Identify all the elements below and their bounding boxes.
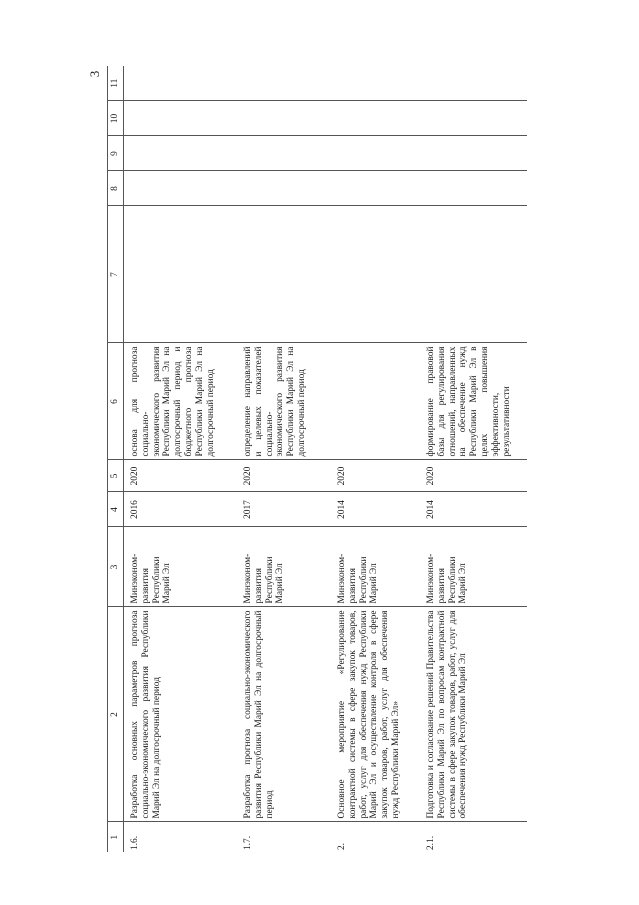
empty-cell — [124, 171, 238, 206]
empty-cell — [420, 101, 527, 136]
header-cell: 1 — [108, 822, 124, 852]
executor: Минэконом- развития Республики Марий Эл — [331, 527, 420, 607]
empty-cell — [331, 171, 420, 206]
activities-table — [107, 66, 527, 852]
start-year: 2017 — [237, 492, 331, 527]
activity-name: Разработка основных параметров прогноза социально-экономического развития Республики Марий Эл на долгосрочный период — [124, 607, 238, 822]
empty-cell — [237, 66, 331, 101]
row-number: 2.1. — [426, 835, 436, 850]
end-year: 2020 — [124, 460, 238, 492]
expected-result: формирование правовой базы для регулирования отношений, направленных на обеспечение нужд Республики Марий Эл в целях повышения эффективности, результативности — [420, 343, 527, 460]
executor: Минэконом- развития Республики Марий Эл — [237, 527, 331, 607]
expected-result: основа для прогноза социально- экономического развития Республики Марий Эл на долгосрочный период и бюджетного прогноза Республики Марий Эл на долгосрочный период — [124, 343, 238, 460]
empty-cell — [420, 171, 527, 206]
expected-result — [331, 343, 420, 460]
row-number: 1.6. — [130, 835, 140, 850]
empty-cell — [331, 206, 420, 343]
empty-cell — [124, 136, 238, 171]
row-number: 2. — [337, 842, 347, 850]
empty-cell — [420, 206, 527, 343]
header-cell: 6 — [108, 343, 124, 460]
header-cell: 3 — [108, 527, 124, 607]
end-year: 2020 — [237, 460, 331, 492]
header-cell: 10 — [108, 101, 124, 136]
header-cell: 9 — [108, 136, 124, 171]
executor: Минэконом- развития Республики Марий Эл — [420, 527, 527, 607]
header-cell: 4 — [108, 492, 124, 527]
end-year: 2020 — [331, 460, 420, 492]
page-number: 3 — [87, 70, 102, 78]
table-row — [420, 66, 527, 852]
header-cell: 5 — [108, 460, 124, 492]
expected-result: определение направлений и целевых показателей социально- экономического развития Республики Марий Эл на долгосрочный период — [237, 343, 331, 460]
empty-cell — [237, 206, 331, 343]
end-year: 2020 — [420, 460, 527, 492]
table-row — [331, 66, 420, 852]
empty-cell — [237, 136, 331, 171]
header-cell: 7 — [108, 206, 124, 343]
start-year: 2014 — [331, 492, 420, 527]
empty-cell — [237, 101, 331, 136]
rotated-sheet — [107, 32, 627, 852]
activity-name: Основное мероприятие «Регулирование контрактной системы в сфере закупок товаров, работ, услуг для обеспечения нужд Республики Марий Эл и осуществление контроля в сфере закупок товаров, работ, услуг для обеспечения нужд Республики Марий Эл» — [331, 607, 420, 822]
activity-name: Подготовка и согласование решений Правительства Республики Марий Эл по вопросам контрактной системы в сфере закупок товаров, работ, услуг для обеспечения нужд Республики Марий Эл — [420, 607, 527, 822]
start-year: 2016 — [124, 492, 238, 527]
table-row — [124, 66, 238, 852]
executor: Минэконом- развития Республики Марий Эл — [124, 527, 238, 607]
empty-cell — [124, 206, 238, 343]
activity-name: Разработка прогноза социально-экономического развития Республики Марий Эл на долгосрочный период — [237, 607, 331, 822]
header-cell: 2 — [108, 607, 124, 822]
empty-cell — [331, 66, 420, 101]
header-cell: 11 — [108, 66, 124, 101]
empty-cell — [237, 171, 331, 206]
header-cell: 8 — [108, 171, 124, 206]
empty-cell — [331, 101, 420, 136]
empty-cell — [420, 136, 527, 171]
start-year: 2014 — [420, 492, 527, 527]
table-header-row — [108, 66, 124, 852]
empty-cell — [124, 66, 238, 101]
empty-cell — [331, 136, 420, 171]
empty-cell — [420, 66, 527, 101]
row-number: 1.7. — [243, 835, 253, 850]
empty-cell — [124, 101, 238, 136]
table-row — [237, 66, 331, 852]
